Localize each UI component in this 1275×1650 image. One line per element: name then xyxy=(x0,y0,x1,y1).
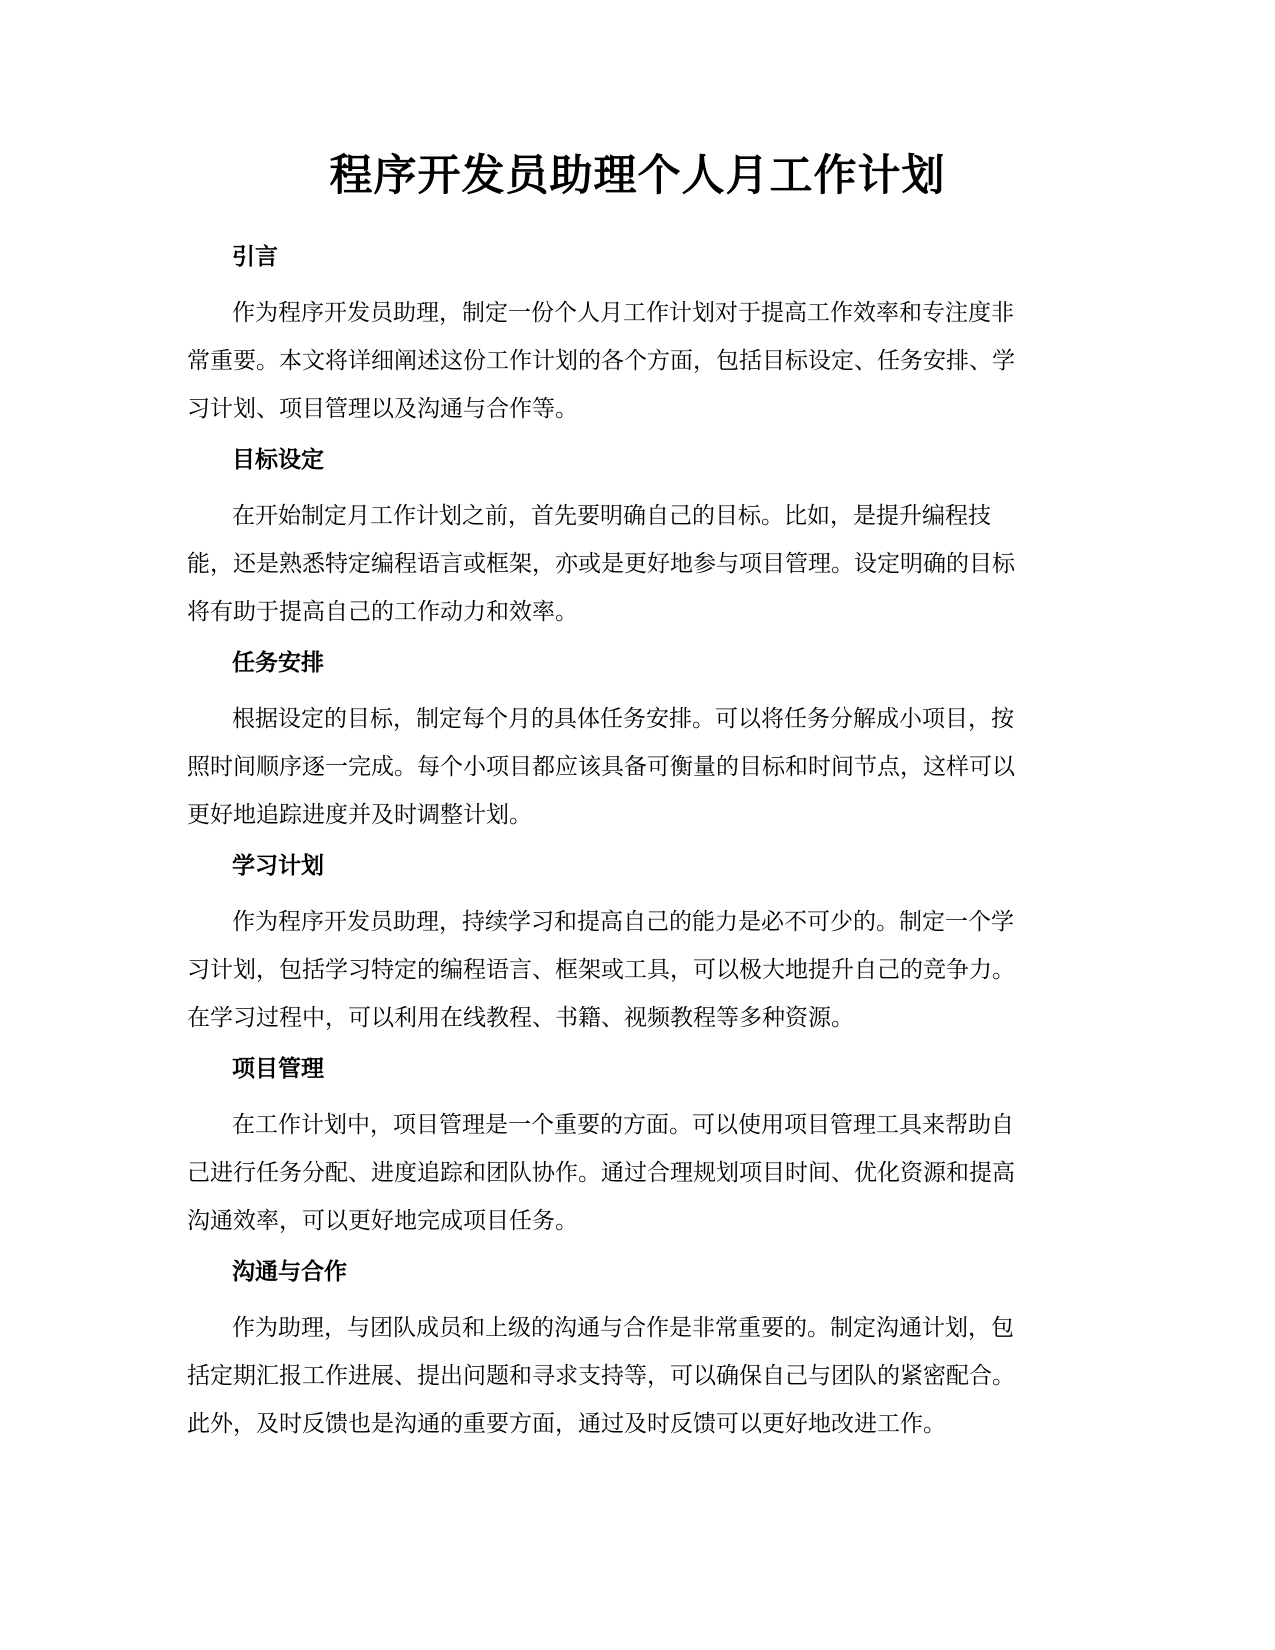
paragraph-line: 沟通效率，可以更好地完成项目任务。 xyxy=(187,1208,578,1234)
section-heading-goals: 目标设定 xyxy=(232,446,324,473)
paragraph-line: 习计划，包括学习特定的编程语言、框架或工具，可以极大地提升自己的竞争力。 xyxy=(187,957,1015,983)
section-paragraph-communication xyxy=(187,1304,1087,1448)
paragraph-line: 作为程序开发员助理，制定一份个人月工作计划对于提高工作效率和专注度非 xyxy=(232,300,1014,326)
paragraph-line: 作为程序开发员助理，持续学习和提高自己的能力是必不可少的。制定一个学 xyxy=(232,909,1014,935)
paragraph-line: 此外，及时反馈也是沟通的重要方面，通过及时反馈可以更好地改进工作。 xyxy=(187,1411,946,1437)
paragraph-line: 习计划、项目管理以及沟通与合作等。 xyxy=(187,396,578,422)
paragraph-line: 照时间顺序逐一完成。每个小项目都应该具备可衡量的目标和时间节点，这样可以 xyxy=(187,754,1015,780)
section-heading-tasks: 任务安排 xyxy=(232,649,324,676)
paragraph-line: 作为助理，与团队成员和上级的沟通与合作是非常重要的。制定沟通计划，包 xyxy=(232,1315,1014,1341)
paragraph-line: 将有助于提高自己的工作动力和效率。 xyxy=(187,599,578,625)
section-paragraph-goals xyxy=(187,492,1087,636)
paragraph-line: 根据设定的目标，制定每个月的具体任务安排。可以将任务分解成小项目，按 xyxy=(232,706,1014,732)
section-paragraph-project-management xyxy=(187,1101,1087,1245)
section-heading-learning: 学习计划 xyxy=(232,852,324,879)
section-paragraph-tasks xyxy=(187,695,1087,839)
paragraph-line: 己进行任务分配、进度追踪和团队协作。通过合理规划项目时间、优化资源和提高 xyxy=(187,1160,1015,1186)
paragraph-line: 常重要。本文将详细阐述这份工作计划的各个方面，包括目标设定、任务安排、学 xyxy=(187,348,1015,374)
section-paragraph-intro xyxy=(187,289,1087,433)
paragraph-line: 在开始制定月工作计划之前，首先要明确自己的目标。比如，是提升编程技 xyxy=(232,503,991,529)
paragraph-line: 能，还是熟悉特定编程语言或框架，亦或是更好地参与项目管理。设定明确的目标 xyxy=(187,551,1015,577)
paragraph-line: 更好地追踪进度并及时调整计划。 xyxy=(187,802,532,828)
paragraph-line: 在学习过程中，可以利用在线教程、书籍、视频教程等多种资源。 xyxy=(187,1005,854,1031)
section-heading-project-management: 项目管理 xyxy=(232,1055,324,1082)
page-title: 程序开发员助理个人月工作计划 xyxy=(329,151,946,201)
section-paragraph-learning xyxy=(187,898,1087,1042)
paragraph-line: 括定期汇报工作进展、提出问题和寻求支持等，可以确保自己与团队的紧密配合。 xyxy=(187,1363,1015,1389)
paragraph-line: 在工作计划中，项目管理是一个重要的方面。可以使用项目管理工具来帮助自 xyxy=(232,1112,1014,1138)
section-heading-communication: 沟通与合作 xyxy=(232,1258,347,1285)
section-heading-intro: 引言 xyxy=(232,243,278,270)
